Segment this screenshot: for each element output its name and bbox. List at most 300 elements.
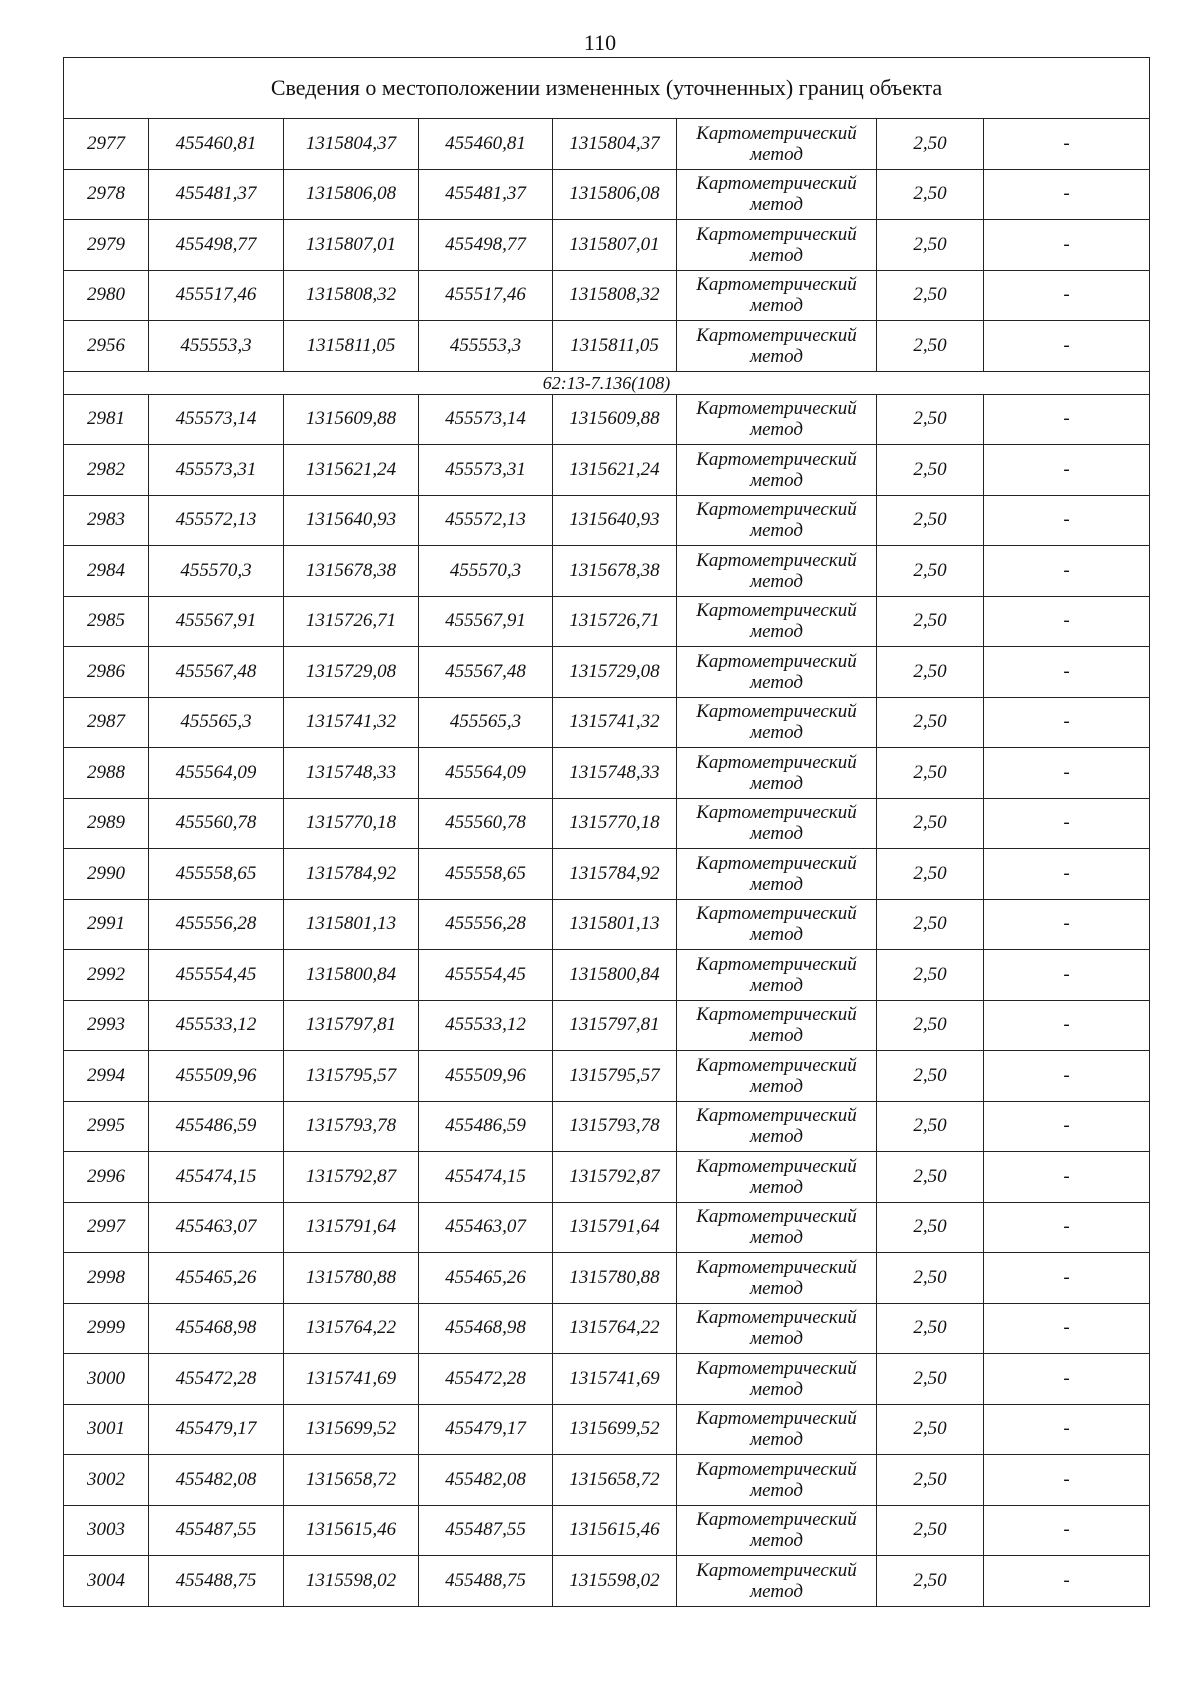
- x-new-cell: 455564,09: [419, 748, 553, 799]
- point-number-cell: 2981: [64, 394, 149, 445]
- point-number-cell: 2956: [64, 321, 149, 372]
- point-number-cell: 2985: [64, 596, 149, 647]
- method-line1: Картометрический: [696, 448, 857, 470]
- x-new-cell: 455463,07: [419, 1202, 553, 1253]
- accuracy-cell: 2,50: [877, 445, 984, 496]
- y-existing-cell: 1315726,71: [284, 596, 419, 647]
- method-line1: Картометрический: [696, 549, 857, 571]
- x-existing-cell: 455570,3: [149, 546, 284, 597]
- x-new-cell: 455567,91: [419, 596, 553, 647]
- accuracy-cell: 2,50: [877, 849, 984, 900]
- y-existing-cell: 1315699,52: [284, 1404, 419, 1455]
- description-cell: -: [984, 546, 1150, 597]
- point-number-cell: 2978: [64, 169, 149, 220]
- y-existing-cell: 1315615,46: [284, 1505, 419, 1556]
- x-existing-cell: 455463,07: [149, 1202, 284, 1253]
- section-row: [64, 371, 1150, 394]
- y-existing-cell: 1315780,88: [284, 1253, 419, 1304]
- method-line1: Картометрический: [696, 701, 857, 723]
- y-new-cell: 1315811,05: [553, 321, 677, 372]
- x-new-cell: 455509,96: [419, 1051, 553, 1102]
- x-new-cell: 455465,26: [419, 1253, 553, 1304]
- x-existing-cell: 455558,65: [149, 849, 284, 900]
- x-new-cell: 455553,3: [419, 321, 553, 372]
- y-existing-cell: 1315784,92: [284, 849, 419, 900]
- description-cell: -: [984, 445, 1150, 496]
- table-row: [64, 220, 1150, 271]
- point-number-cell: 2984: [64, 546, 149, 597]
- x-new-cell: 455486,59: [419, 1101, 553, 1152]
- table-row: [64, 1303, 1150, 1354]
- method-line2: метод: [750, 1176, 803, 1198]
- x-existing-cell: 455573,31: [149, 445, 284, 496]
- x-new-cell: 455488,75: [419, 1556, 553, 1607]
- method-line2: метод: [750, 1479, 803, 1501]
- y-new-cell: 1315615,46: [553, 1505, 677, 1556]
- page-number: 110: [583, 30, 617, 55]
- accuracy-cell: 2,50: [877, 647, 984, 698]
- accuracy-cell: 2,50: [877, 321, 984, 372]
- method-line1: Картометрический: [696, 1105, 857, 1127]
- table-row: [64, 697, 1150, 748]
- method-line2: метод: [750, 143, 803, 165]
- method-cell: [677, 270, 877, 321]
- method-line1: Картометрический: [696, 324, 857, 346]
- method-cell: [677, 1253, 877, 1304]
- method-line1: Картометрический: [696, 903, 857, 925]
- method-line1: Картометрический: [696, 751, 857, 773]
- method-line1: Картометрический: [696, 1206, 857, 1228]
- method-cell: [677, 495, 877, 546]
- x-existing-cell: 455479,17: [149, 1404, 284, 1455]
- point-number-cell: 2998: [64, 1253, 149, 1304]
- y-new-cell: 1315658,72: [553, 1455, 677, 1506]
- method-cell: [677, 748, 877, 799]
- x-new-cell: 455498,77: [419, 220, 553, 271]
- method-line2: метод: [750, 1126, 803, 1148]
- x-existing-cell: 455517,46: [149, 270, 284, 321]
- table-title-row: [64, 58, 1150, 119]
- description-cell: -: [984, 169, 1150, 220]
- point-number-cell: 2987: [64, 697, 149, 748]
- x-existing-cell: 455481,37: [149, 169, 284, 220]
- y-existing-cell: 1315609,88: [284, 394, 419, 445]
- y-new-cell: 1315797,81: [553, 1000, 677, 1051]
- y-new-cell: 1315795,57: [553, 1051, 677, 1102]
- table-row: [64, 1455, 1150, 1506]
- accuracy-cell: 2,50: [877, 119, 984, 170]
- point-number-cell: 2990: [64, 849, 149, 900]
- x-existing-cell: 455533,12: [149, 1000, 284, 1051]
- description-cell: -: [984, 647, 1150, 698]
- y-new-cell: 1315741,32: [553, 697, 677, 748]
- y-existing-cell: 1315678,38: [284, 546, 419, 597]
- accuracy-cell: 2,50: [877, 1354, 984, 1405]
- description-cell: -: [984, 1051, 1150, 1102]
- point-number-cell: 3003: [64, 1505, 149, 1556]
- method-line2: метод: [750, 345, 803, 367]
- x-new-cell: 455479,17: [419, 1404, 553, 1455]
- method-cell: [677, 1556, 877, 1607]
- x-existing-cell: 455482,08: [149, 1455, 284, 1506]
- y-new-cell: 1315598,02: [553, 1556, 677, 1607]
- x-new-cell: 455572,13: [419, 495, 553, 546]
- y-existing-cell: 1315741,69: [284, 1354, 419, 1405]
- y-existing-cell: 1315791,64: [284, 1202, 419, 1253]
- y-new-cell: 1315784,92: [553, 849, 677, 900]
- method-cell: [677, 849, 877, 900]
- x-new-cell: 455481,37: [419, 169, 553, 220]
- accuracy-cell: 2,50: [877, 1253, 984, 1304]
- accuracy-cell: 2,50: [877, 270, 984, 321]
- method-cell: [677, 1404, 877, 1455]
- y-existing-cell: 1315806,08: [284, 169, 419, 220]
- description-cell: -: [984, 1202, 1150, 1253]
- y-new-cell: 1315808,32: [553, 270, 677, 321]
- method-line1: Картометрический: [696, 600, 857, 622]
- x-new-cell: 455573,31: [419, 445, 553, 496]
- point-number-cell: 2980: [64, 270, 149, 321]
- table-row: [64, 546, 1150, 597]
- method-line1: Картометрический: [696, 852, 857, 874]
- accuracy-cell: 2,50: [877, 596, 984, 647]
- y-new-cell: 1315792,87: [553, 1152, 677, 1203]
- method-line2: метод: [750, 419, 803, 441]
- x-new-cell: 455554,45: [419, 950, 553, 1001]
- point-number-cell: 2982: [64, 445, 149, 496]
- point-number-cell: 2991: [64, 899, 149, 950]
- accuracy-cell: 2,50: [877, 950, 984, 1001]
- table-row: [64, 1556, 1150, 1607]
- accuracy-cell: 2,50: [877, 495, 984, 546]
- method-line1: Картометрический: [696, 1458, 857, 1480]
- x-new-cell: 455565,3: [419, 697, 553, 748]
- accuracy-cell: 2,50: [877, 1556, 984, 1607]
- x-existing-cell: 455488,75: [149, 1556, 284, 1607]
- description-cell: -: [984, 1556, 1150, 1607]
- method-line1: Картометрический: [696, 274, 857, 296]
- point-number-cell: 2995: [64, 1101, 149, 1152]
- method-line2: метод: [750, 244, 803, 266]
- method-cell: [677, 169, 877, 220]
- method-line2: метод: [750, 1075, 803, 1097]
- x-existing-cell: 455573,14: [149, 394, 284, 445]
- method-cell: [677, 119, 877, 170]
- method-cell: [677, 1202, 877, 1253]
- y-new-cell: 1315806,08: [553, 169, 677, 220]
- table-row: [64, 1152, 1150, 1203]
- x-existing-cell: 455487,55: [149, 1505, 284, 1556]
- point-number-cell: 2986: [64, 647, 149, 698]
- point-number-cell: 2993: [64, 1000, 149, 1051]
- description-cell: -: [984, 1303, 1150, 1354]
- method-line1: Картометрический: [696, 173, 857, 195]
- table-row: [64, 1202, 1150, 1253]
- x-existing-cell: 455554,45: [149, 950, 284, 1001]
- description-cell: -: [984, 321, 1150, 372]
- method-cell: [677, 220, 877, 271]
- y-new-cell: 1315770,18: [553, 798, 677, 849]
- accuracy-cell: 2,50: [877, 1505, 984, 1556]
- point-number-cell: 2997: [64, 1202, 149, 1253]
- method-line2: метод: [750, 873, 803, 895]
- y-existing-cell: 1315770,18: [284, 798, 419, 849]
- y-new-cell: 1315609,88: [553, 394, 677, 445]
- accuracy-cell: 2,50: [877, 1101, 984, 1152]
- method-line2: метод: [750, 469, 803, 491]
- description-cell: -: [984, 596, 1150, 647]
- section-label: 62:13-7.136(108): [64, 371, 1150, 394]
- x-new-cell: 455460,81: [419, 119, 553, 170]
- method-line2: метод: [750, 1227, 803, 1249]
- x-new-cell: 455474,15: [419, 1152, 553, 1203]
- accuracy-cell: 2,50: [877, 899, 984, 950]
- method-cell: [677, 1455, 877, 1506]
- y-new-cell: 1315800,84: [553, 950, 677, 1001]
- x-new-cell: 455472,28: [419, 1354, 553, 1405]
- y-existing-cell: 1315792,87: [284, 1152, 419, 1203]
- x-new-cell: 455556,28: [419, 899, 553, 950]
- y-new-cell: 1315780,88: [553, 1253, 677, 1304]
- description-cell: -: [984, 1455, 1150, 1506]
- y-existing-cell: 1315795,57: [284, 1051, 419, 1102]
- y-existing-cell: 1315797,81: [284, 1000, 419, 1051]
- x-new-cell: 455570,3: [419, 546, 553, 597]
- y-new-cell: 1315640,93: [553, 495, 677, 546]
- method-line2: метод: [750, 1025, 803, 1047]
- table-row: [64, 1404, 1150, 1455]
- accuracy-cell: 2,50: [877, 394, 984, 445]
- point-number-cell: 3001: [64, 1404, 149, 1455]
- method-line2: метод: [750, 570, 803, 592]
- table-row: [64, 596, 1150, 647]
- method-line2: метод: [750, 924, 803, 946]
- x-new-cell: 455468,98: [419, 1303, 553, 1354]
- accuracy-cell: 2,50: [877, 1152, 984, 1203]
- y-existing-cell: 1315729,08: [284, 647, 419, 698]
- method-cell: [677, 1152, 877, 1203]
- table-row: [64, 1051, 1150, 1102]
- y-existing-cell: 1315811,05: [284, 321, 419, 372]
- point-number-cell: 3002: [64, 1455, 149, 1506]
- description-cell: -: [984, 798, 1150, 849]
- method-line2: метод: [750, 823, 803, 845]
- method-line2: метод: [750, 1580, 803, 1602]
- method-cell: [677, 445, 877, 496]
- description-cell: -: [984, 1101, 1150, 1152]
- point-number-cell: 2996: [64, 1152, 149, 1203]
- y-existing-cell: 1315748,33: [284, 748, 419, 799]
- x-existing-cell: 455498,77: [149, 220, 284, 271]
- method-line1: Картометрический: [696, 1408, 857, 1430]
- method-line1: Картометрический: [696, 650, 857, 672]
- y-new-cell: 1315726,71: [553, 596, 677, 647]
- x-new-cell: 455560,78: [419, 798, 553, 849]
- method-line1: Картометрический: [696, 802, 857, 824]
- point-number-cell: 2992: [64, 950, 149, 1001]
- description-cell: -: [984, 899, 1150, 950]
- method-line1: Картометрический: [696, 398, 857, 420]
- method-line2: метод: [750, 1328, 803, 1350]
- table-row: [64, 445, 1150, 496]
- point-number-cell: 2977: [64, 119, 149, 170]
- table-row: [64, 899, 1150, 950]
- table-row: [64, 394, 1150, 445]
- x-new-cell: 455558,65: [419, 849, 553, 900]
- method-cell: [677, 950, 877, 1001]
- table-row: [64, 950, 1150, 1001]
- method-cell: [677, 1000, 877, 1051]
- table-row: [64, 1505, 1150, 1556]
- method-cell: [677, 394, 877, 445]
- table-row: [64, 1000, 1150, 1051]
- accuracy-cell: 2,50: [877, 169, 984, 220]
- method-cell: [677, 1051, 877, 1102]
- accuracy-cell: 2,50: [877, 1404, 984, 1455]
- y-existing-cell: 1315764,22: [284, 1303, 419, 1354]
- y-existing-cell: 1315598,02: [284, 1556, 419, 1607]
- y-new-cell: 1315764,22: [553, 1303, 677, 1354]
- method-line2: метод: [750, 1277, 803, 1299]
- method-cell: [677, 697, 877, 748]
- x-existing-cell: 455474,15: [149, 1152, 284, 1203]
- y-new-cell: 1315804,37: [553, 119, 677, 170]
- method-line1: Картометрический: [696, 1256, 857, 1278]
- method-line2: метод: [750, 1530, 803, 1552]
- description-cell: -: [984, 119, 1150, 170]
- method-line1: Картометрический: [696, 1054, 857, 1076]
- description-cell: -: [984, 220, 1150, 271]
- description-cell: -: [984, 1253, 1150, 1304]
- description-cell: -: [984, 1505, 1150, 1556]
- table-body: [64, 58, 1150, 1607]
- y-new-cell: 1315741,69: [553, 1354, 677, 1405]
- table-row: [64, 748, 1150, 799]
- accuracy-cell: 2,50: [877, 1051, 984, 1102]
- method-line2: метод: [750, 974, 803, 996]
- x-new-cell: 455533,12: [419, 1000, 553, 1051]
- y-existing-cell: 1315800,84: [284, 950, 419, 1001]
- table-row: [64, 647, 1150, 698]
- description-cell: -: [984, 495, 1150, 546]
- method-cell: [677, 1303, 877, 1354]
- method-line1: Картометрический: [696, 122, 857, 144]
- point-number-cell: 2999: [64, 1303, 149, 1354]
- method-line1: Картометрический: [696, 1559, 857, 1581]
- coordinates-table: [63, 57, 1150, 1607]
- method-line2: метод: [750, 295, 803, 317]
- accuracy-cell: 2,50: [877, 1202, 984, 1253]
- y-new-cell: 1315807,01: [553, 220, 677, 271]
- table-row: [64, 270, 1150, 321]
- x-existing-cell: 455460,81: [149, 119, 284, 170]
- point-number-cell: 2979: [64, 220, 149, 271]
- y-existing-cell: 1315804,37: [284, 119, 419, 170]
- accuracy-cell: 2,50: [877, 1000, 984, 1051]
- description-cell: -: [984, 950, 1150, 1001]
- x-new-cell: 455517,46: [419, 270, 553, 321]
- table-row: [64, 119, 1150, 170]
- table-row: [64, 495, 1150, 546]
- y-existing-cell: 1315741,32: [284, 697, 419, 748]
- method-line1: Картометрический: [696, 499, 857, 521]
- x-existing-cell: 455560,78: [149, 798, 284, 849]
- description-cell: -: [984, 1000, 1150, 1051]
- y-new-cell: 1315801,13: [553, 899, 677, 950]
- method-line2: метод: [750, 722, 803, 744]
- point-number-cell: 2989: [64, 798, 149, 849]
- method-line2: метод: [750, 671, 803, 693]
- y-existing-cell: 1315621,24: [284, 445, 419, 496]
- y-new-cell: 1315748,33: [553, 748, 677, 799]
- method-line1: Картометрический: [696, 1004, 857, 1026]
- method-line2: метод: [750, 194, 803, 216]
- x-existing-cell: 455556,28: [149, 899, 284, 950]
- accuracy-cell: 2,50: [877, 1455, 984, 1506]
- method-cell: [677, 546, 877, 597]
- method-line1: Картометрический: [696, 953, 857, 975]
- table-row: [64, 849, 1150, 900]
- accuracy-cell: 2,50: [877, 697, 984, 748]
- table-row: [64, 321, 1150, 372]
- point-number-cell: 3004: [64, 1556, 149, 1607]
- x-existing-cell: 455472,28: [149, 1354, 284, 1405]
- table-row: [64, 1101, 1150, 1152]
- x-existing-cell: 455572,13: [149, 495, 284, 546]
- description-cell: -: [984, 1404, 1150, 1455]
- accuracy-cell: 2,50: [877, 220, 984, 271]
- description-cell: -: [984, 270, 1150, 321]
- x-new-cell: 455567,48: [419, 647, 553, 698]
- x-existing-cell: 455565,3: [149, 697, 284, 748]
- description-cell: -: [984, 1152, 1150, 1203]
- method-line1: Картометрический: [696, 223, 857, 245]
- method-line2: метод: [750, 520, 803, 542]
- y-existing-cell: 1315808,32: [284, 270, 419, 321]
- y-existing-cell: 1315793,78: [284, 1101, 419, 1152]
- method-cell: [677, 1354, 877, 1405]
- accuracy-cell: 2,50: [877, 798, 984, 849]
- table-title: Сведения о местоположении измененных (уточненных) границ объекта: [64, 58, 1150, 119]
- description-cell: -: [984, 697, 1150, 748]
- description-cell: -: [984, 1354, 1150, 1405]
- description-cell: -: [984, 849, 1150, 900]
- method-cell: [677, 1505, 877, 1556]
- method-cell: [677, 798, 877, 849]
- method-line1: Картометрический: [696, 1307, 857, 1329]
- x-existing-cell: 455567,91: [149, 596, 284, 647]
- point-number-cell: 3000: [64, 1354, 149, 1405]
- method-line1: Картометрический: [696, 1357, 857, 1379]
- method-cell: [677, 899, 877, 950]
- accuracy-cell: 2,50: [877, 1303, 984, 1354]
- x-existing-cell: 455486,59: [149, 1101, 284, 1152]
- method-cell: [677, 321, 877, 372]
- accuracy-cell: 2,50: [877, 546, 984, 597]
- y-existing-cell: 1315640,93: [284, 495, 419, 546]
- method-line2: метод: [750, 1378, 803, 1400]
- accuracy-cell: 2,50: [877, 748, 984, 799]
- x-existing-cell: 455509,96: [149, 1051, 284, 1102]
- y-existing-cell: 1315807,01: [284, 220, 419, 271]
- point-number-cell: 2988: [64, 748, 149, 799]
- y-new-cell: 1315793,78: [553, 1101, 677, 1152]
- y-existing-cell: 1315658,72: [284, 1455, 419, 1506]
- x-existing-cell: 455465,26: [149, 1253, 284, 1304]
- method-line2: метод: [750, 772, 803, 794]
- method-cell: [677, 596, 877, 647]
- y-new-cell: 1315729,08: [553, 647, 677, 698]
